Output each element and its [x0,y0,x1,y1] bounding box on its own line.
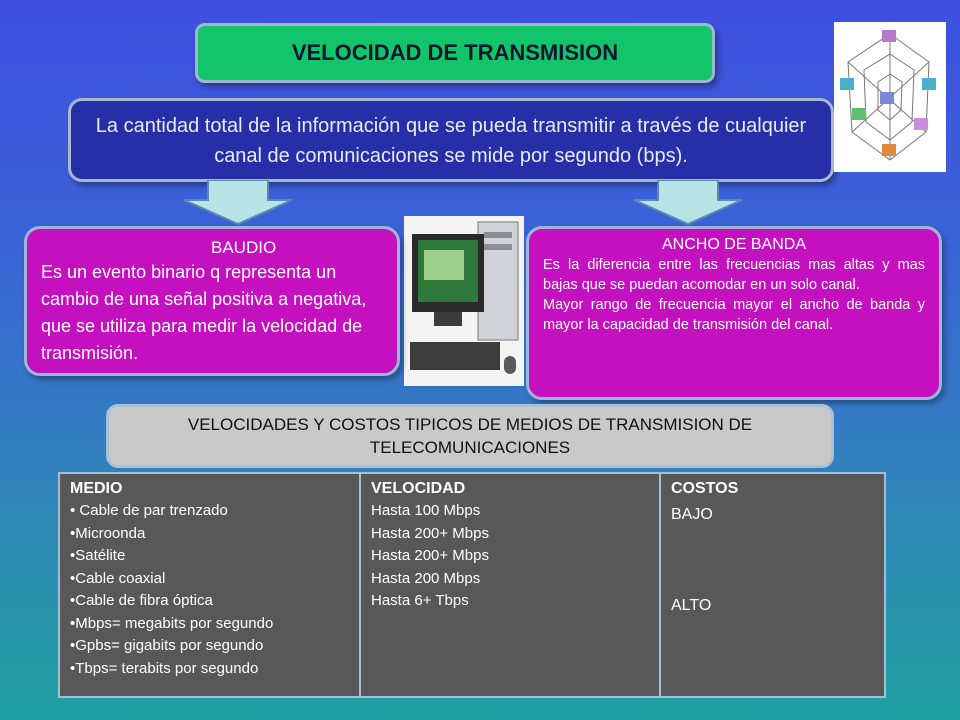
costos-low: BAJO [671,506,713,523]
bandwidth-box [526,226,942,400]
bandwidth-title: ANCHO DE BANDA [661,236,807,253]
arrow-down-left-icon [180,180,296,226]
list-item: •Mbps= megabits por segundo [70,614,274,632]
list-item: •Satélite [70,547,126,564]
list-item: Hasta 6+ Tbps [371,592,469,609]
definition-box: La cantidad total de la información que se pueda transmitir a través de cualquier canal de comunicaciones se mide por segundo (bps). [68,98,834,182]
arrow-down-right-icon [630,180,746,226]
medio-column [60,474,361,696]
list-item: Hasta 100 Mbps [371,502,481,519]
costos-header: COSTOS [671,480,739,497]
list-item: •Microonda [70,524,146,542]
costos-high: ALTO [671,596,712,614]
media-table [58,472,886,698]
list-item: •Cable coaxial [70,569,166,587]
costos-column [661,474,884,696]
page-title: VELOCIDAD DE TRANSMISION [195,23,715,83]
computer-illustration [404,216,524,386]
baudio-box [24,226,400,376]
list-item: •Cable de fibra óptica [70,592,213,609]
velocidad-column [361,474,661,696]
baudio-title: BAUDIO [211,238,277,257]
list-item: •Tbps= terabits por segundo [70,659,259,677]
list-item: Hasta 200 Mbps [371,569,481,587]
bandwidth-text-2: Mayor rango de frecuencia mayor el ancho de banda y mayor la capacidad de transmisión del canal. [543,297,925,333]
velocidad-header: VELOCIDAD [371,480,466,497]
list-item: Hasta 200+ Mbps [371,524,489,542]
section-subtitle: VELOCIDADES Y COSTOS TIPICOS DE MEDIOS DE TRANSMISION DE TELECOMUNICACIONES [106,404,834,468]
baudio-text: Es un evento binario q representa un cambio de una señal positiva a negativa, que se utiliza para medir la velocidad de transmisión. [41,262,367,363]
list-item: Hasta 200+ Mbps [371,547,489,564]
network-illustration [834,22,946,172]
list-item: •Gpbs= gigabits por segundo [70,637,264,654]
bandwidth-text-1: Es la diferencia entre las frecuencias mas altas y mas bajas que se puedan acomodar en un solo canal. [543,257,925,293]
medio-header: MEDIO [70,480,123,497]
list-item: • Cable de par trenzado [70,502,228,519]
